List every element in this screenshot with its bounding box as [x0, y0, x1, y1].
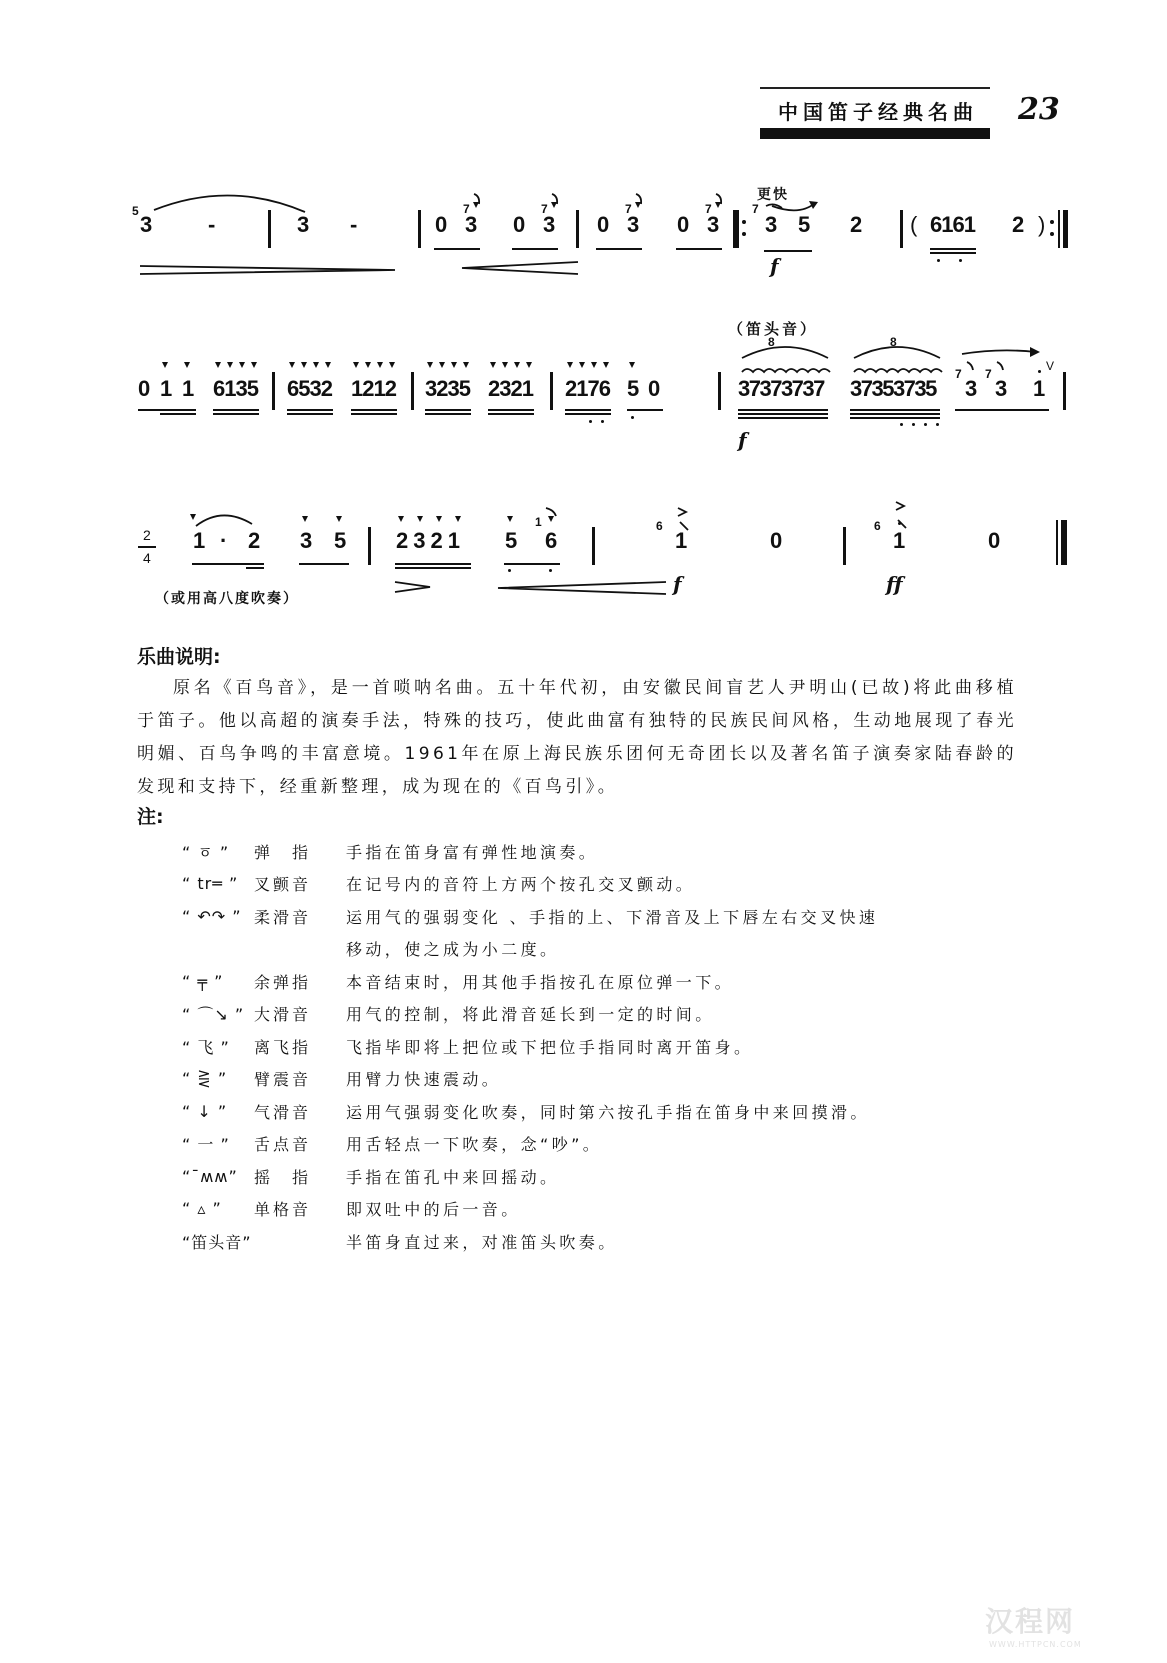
- legend-symbol: “ ⋛ ”: [182, 1069, 228, 1089]
- legend-desc: 运用气强弱变化吹奏，同时第六按孔手指在笛身中来回摸滑。: [346, 1102, 870, 1122]
- legend-name: 弹 指: [254, 842, 312, 862]
- note-group: 2176: [565, 376, 610, 401]
- grace-note: 7: [955, 367, 962, 381]
- note: 6: [545, 528, 558, 553]
- note: 0: [138, 376, 151, 401]
- jianpu-score: [0, 0, 1167, 640]
- legend-symbol: “ 一 ”: [182, 1135, 230, 1155]
- note-group: 37353735: [850, 376, 936, 401]
- legend-name: 舌点音: [254, 1135, 312, 1155]
- legend-symbol: “ ▵ ”: [182, 1199, 222, 1219]
- note: 3: [965, 376, 978, 401]
- legend-symbol: “ ⌒↘ ”: [182, 1005, 245, 1025]
- note-group: 2321: [488, 376, 533, 401]
- legend-row: [182, 1030, 878, 1063]
- note-group: 6135: [213, 376, 258, 401]
- breath-mark: V: [1046, 359, 1055, 373]
- note: 1: [1033, 376, 1046, 401]
- note: 0: [435, 212, 448, 237]
- dash: -: [350, 212, 358, 237]
- legend-desc: 移动，使之成为小二度。: [346, 940, 560, 960]
- legend-desc: 半笛身直过来，对准笛头吹奏。: [346, 1232, 618, 1252]
- legend-symbol: “ 飞 ”: [182, 1037, 230, 1057]
- legend-row: [182, 835, 878, 868]
- legend-row: [182, 965, 878, 998]
- legend-name: 余弹指: [254, 972, 312, 992]
- legend-row-continuation: [182, 933, 878, 966]
- note: 0: [513, 212, 526, 237]
- watermark-url: WWW.HTTPCN.COM: [989, 1640, 1082, 1649]
- description-title: 乐曲说明:: [137, 646, 221, 668]
- legend-desc: 本音结束时，用其他手指按孔在原位弹一下。: [346, 972, 735, 992]
- note: 1: [160, 376, 173, 401]
- legend-row: [182, 1128, 878, 1161]
- legend-name: 臂震音: [254, 1070, 312, 1090]
- notes-legend: [182, 835, 878, 1258]
- octave-footnote: （或用高八度吹奏）: [155, 591, 299, 607]
- legend-desc: 用舌轻点一下吹奏，念“吵”。: [346, 1135, 603, 1155]
- legend-symbol: “ ╤ ”: [182, 971, 224, 991]
- legend-desc: 飞指毕即将上把位或下把位手指同时离开笛身。: [346, 1037, 754, 1057]
- note: 3: [995, 376, 1008, 401]
- page-number: 23: [1018, 92, 1060, 127]
- note-group: 37373737: [738, 376, 824, 401]
- legend-row: [182, 868, 878, 901]
- note: 3: [300, 528, 313, 553]
- grace-note: 7: [541, 202, 548, 216]
- note: 2: [850, 212, 863, 237]
- note: 1: [193, 528, 206, 553]
- soft-glide-marks: [742, 369, 830, 372]
- legend-row: [182, 998, 878, 1031]
- note: 3: [465, 212, 478, 237]
- tuplet-slur: [854, 347, 940, 358]
- legend-row: [182, 1225, 878, 1258]
- note: 0: [597, 212, 610, 237]
- accent-mark: [896, 502, 904, 510]
- legend-row: [182, 1095, 878, 1128]
- grace-note: 7: [463, 202, 470, 216]
- watermark-name: 汉程网: [985, 1605, 1076, 1638]
- legend-desc: 运用气的强弱变化 、手指的上、下滑音及上下唇左右交叉快速: [346, 907, 879, 927]
- legend-symbol: “¯ʍʍ”: [182, 1166, 238, 1186]
- description-paragraph: 原名《百鸟音》，是一首唢呐名曲。五十年代初，由安徽民间盲艺人尹明山(已故)将此曲移植于笛子。他以高超的演奏手法，特殊的技巧，使此曲富有独特的民族民间风格，生动地展现了春光明媚、百鸟争鸣的丰富意境。1961年在原上海民族乐团何无奇团长以及著名笛子演奏家陆春龄的发现和支持下，经重新整理，成为现在的《百鸟引》。: [137, 678, 1017, 797]
- note: 1: [893, 528, 906, 553]
- glide-arrow: [962, 350, 1036, 354]
- note: 1: [182, 376, 195, 401]
- book-title: 中国笛子经典名曲: [778, 100, 978, 124]
- dot-extension: ·: [220, 528, 228, 553]
- tuplet-number: 8: [890, 335, 897, 349]
- note-group: 2321: [396, 528, 465, 553]
- grace-note: 7: [625, 202, 632, 216]
- watermark: [985, 1600, 1082, 1649]
- legend-name: 大滑音: [254, 1005, 312, 1025]
- rest: 0: [988, 528, 1001, 553]
- time-signature-top: 2: [143, 527, 151, 543]
- note-group: 6161: [930, 212, 975, 237]
- note: 1: [675, 528, 688, 553]
- grace-note: 5: [132, 204, 139, 218]
- note-group: 3235: [425, 376, 470, 401]
- legend-name: 气滑音: [254, 1102, 312, 1122]
- legend-name: 单格音: [254, 1200, 312, 1220]
- legend-desc: 在记号内的音符上方两个按孔交叉颤动。: [346, 875, 696, 895]
- legend-desc: 即双吐中的后一音。: [346, 1200, 521, 1220]
- note: 5: [627, 376, 640, 401]
- note: 3: [543, 212, 556, 237]
- dash: -: [208, 212, 216, 237]
- legend-symbol: “ ↶↷ ”: [182, 906, 242, 926]
- dynamic-fortissimo: ff: [886, 572, 903, 596]
- note: 0: [648, 376, 661, 401]
- slur: [196, 515, 252, 526]
- dynamic-forte: f: [738, 428, 747, 452]
- legend-row: [182, 900, 878, 933]
- note: 2: [248, 528, 261, 553]
- grace-note: 7: [985, 367, 992, 381]
- note: 5: [798, 212, 811, 237]
- dynamic-forte: f: [770, 254, 779, 278]
- notes-title: 注:: [137, 806, 164, 828]
- note: 5: [334, 528, 347, 553]
- legend-desc: 手指在笛孔中来回摇动。: [346, 1167, 560, 1187]
- legend-symbol: “ ↓ ”: [182, 1101, 228, 1121]
- note: 3: [297, 212, 310, 237]
- time-signature-bottom: 4: [143, 550, 151, 566]
- tempo-mark: 更快: [757, 187, 789, 203]
- note-group: 1212: [351, 376, 396, 401]
- grace-note: 6: [874, 519, 881, 533]
- hairpin-decrescendo: [140, 266, 395, 274]
- grace-note: 7: [752, 202, 759, 216]
- soft-glide-marks: [854, 369, 942, 372]
- accent-mark: [678, 508, 686, 516]
- legend-row: [182, 1160, 878, 1193]
- legend-row: [182, 1193, 878, 1226]
- note: 0: [677, 212, 690, 237]
- note: 3: [765, 212, 778, 237]
- legend-name: 柔滑音: [254, 907, 312, 927]
- note: 3: [627, 212, 640, 237]
- tuplet-number: 8: [768, 335, 775, 349]
- paren-close: ): [1038, 212, 1046, 237]
- paren-open: (: [910, 212, 918, 237]
- grace-note: 6: [656, 519, 663, 533]
- accent-hairpin: [395, 582, 430, 592]
- dynamic-forte: f: [673, 572, 682, 596]
- legend-desc: 用气的控制，将此滑音延长到一定的时间。: [346, 1005, 715, 1025]
- slur: [154, 195, 305, 212]
- legend-symbol: “笛头音”: [182, 1232, 252, 1252]
- note: 3: [140, 212, 153, 237]
- hairpin-decrescendo: [498, 582, 666, 594]
- note: 2: [1012, 212, 1025, 237]
- note: 5: [505, 528, 518, 553]
- rest: 0: [770, 528, 783, 553]
- legend-desc: 用臂力快速震动。: [346, 1070, 502, 1090]
- legend-row: [182, 1063, 878, 1096]
- technique-label: （笛头音）: [728, 320, 819, 338]
- legend-symbol: “ tr═ ”: [182, 874, 239, 894]
- legend-desc: 手指在笛身富有弹性地演奏。: [346, 842, 599, 862]
- tuplet-slur: [742, 347, 828, 358]
- notation-marks: [0, 0, 1167, 640]
- hairpin-decrescendo: [462, 262, 578, 274]
- grace-note: 7: [705, 202, 712, 216]
- note-group: 6532: [287, 376, 332, 401]
- legend-name: 叉颤音: [254, 875, 312, 895]
- note: 3: [707, 212, 720, 237]
- legend-symbol: “ ㆆ ”: [182, 842, 230, 862]
- grace-note: 1: [535, 515, 542, 529]
- legend-name: 摇 指: [254, 1167, 312, 1187]
- legend-name: 离飞指: [254, 1037, 312, 1057]
